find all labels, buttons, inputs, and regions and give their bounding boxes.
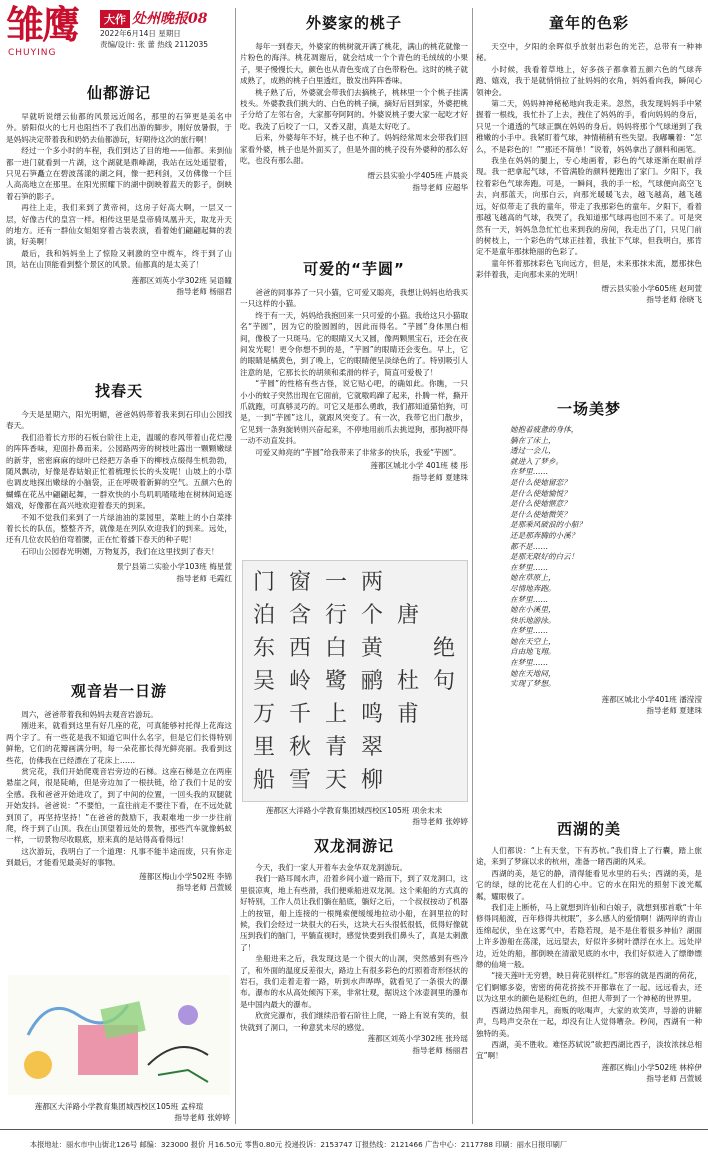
calligraphy-character: 上 bbox=[325, 702, 348, 727]
calligraphy-grid bbox=[242, 560, 468, 802]
poem-line: 是什么使她惬意？ bbox=[510, 499, 571, 509]
logo: 雏鹰 bbox=[6, 2, 79, 47]
article-guanyinyan bbox=[6, 680, 232, 894]
author-line: 莲都区梅山小学502班 李锦 bbox=[139, 871, 232, 881]
author-line: 莲都区城北小学 401班 楼 彤 bbox=[370, 461, 468, 471]
article-paragraph: 每年一到春天，外婆家的桃树就开满了桃花，满山的桃花就像一片粉色的海洋。桃花凋谢后，就会结成一个个青色的毛绒绒的小果子，果子慢慢长大，颜色也从青色变成了白色带粉色。这时的桃子就成熟了，成熟的桃子白里透红，散发出阵阵香味。 bbox=[240, 42, 468, 86]
article-paragraph: 童年怀着那抹彩色飞向远方，但是，未来那抹未流，愿那抹色彩伴着我，走向那未来的光明！ bbox=[476, 258, 702, 280]
article-paragraph: 石印山公园春光明媚，万物复苏，我们在这里找到了春天！ bbox=[21, 546, 219, 556]
article-title: 仙都游记 bbox=[86, 84, 151, 102]
calligraphy-character: 西 bbox=[289, 636, 312, 661]
calligraphy-author: 莲都区大洋路小学教育集团城西校区105班 项余未未 bbox=[265, 806, 443, 815]
calligraphy-character: 黄 bbox=[361, 636, 384, 661]
article-paragraph: 爸爸的同事养了一只小猫，它可爱又聪亮，我想让妈妈也给我买一只这样的小猫。 bbox=[240, 288, 468, 309]
section-tag: 大作 bbox=[100, 10, 130, 28]
poem-line: 透过一会儿， bbox=[510, 446, 556, 456]
poem-line: 是那无限好的白云！ bbox=[510, 552, 579, 562]
calligraphy-character: 两 bbox=[361, 570, 384, 595]
article-paragraph: 坐船进来之后，我发现这是一个很大的山洞，突然感到有些冷了，和外面的温度反差很大，路边上有很多彩色的灯照着奇形怪状的岩石，我们走着走着一路，听到水声哗哗，就看见了一条很大的瀑布。瀑布的水从高处倾泻下来，非常壮观，据说这个冰壶洞里的瀑布是中国内最大的瀑布。 bbox=[240, 954, 468, 1009]
article-paragraph: 赏完花，我们开始爬观音岩旁边的石梯。这座石梯是立在两座悬崖之间，很是陡峭，但是旁边加了一根扶链，给了我们十足的安全感。我和爸爸开始进攻了，到了中间的位置，一回头我的双腿就开始发抖。爸爸说：“不要怕，一直往前走不要往下看，在不远处就到顶了，再坚持坚持！”在爸爸的鼓励下，我艰难地一步一步往前爬，终于到了山顶。我在山顶望着远处的景物，那些汽车就像蚂蚁一样，一切景物尽收眼底，原来真的是站得高看得远！ bbox=[6, 767, 232, 845]
article-paragraph: 再往上走，我们来到了黄帝祠，这房子好高大啊，一层又一层，好像古代的皇宫一样。相传这里是皇帝骑凤凰升天，取龙升天的地方。还有一群仙女姐姐穿着古装表演，看着她们翩翩起舞的表演，好美啊！ bbox=[6, 203, 232, 247]
author-line: 莲都区城北小学401班 潘滢滢 bbox=[601, 694, 702, 704]
teacher-line: 指导老师 夏建珠 bbox=[646, 706, 702, 716]
teacher-line: 指导老师 应超华 bbox=[412, 182, 468, 192]
poem-line: 在梦里…… bbox=[510, 562, 548, 572]
calligraphy-character: 绝 bbox=[433, 636, 456, 661]
author-line: 景宁县第二实验小学103班 梅星萱 bbox=[116, 562, 232, 572]
teacher-line: 指导老师 杨丽君 bbox=[412, 1045, 468, 1055]
poem-line: 尽情地奔跑。 bbox=[510, 583, 556, 593]
author-line: 缙云县实验小学605班 赵珂萱 bbox=[601, 283, 702, 293]
poem-line: 是什么使她愉悦？ bbox=[510, 488, 571, 498]
calligraphy-character: 船 bbox=[253, 768, 276, 793]
masthead bbox=[6, 4, 232, 66]
calligraphy-character: 里 bbox=[253, 735, 276, 760]
article-paragraph: “芋圆”的性格有些古怪，说它贴心吧，的确如此。你瞧，一只小小的蚊子突然出现在它面前，它就嗷呜蹿了起来，扑腾一样，撕开爪就跑，可真够灵巧的。可它又是那么勇敢，我们都知道猫怕狗，可是，一到“芋圆”这儿，就跟风突变了。有一次，我带它出门散步，它见到一条狗旋转则兴奋起来，不停地用前爪去挑逗狗，那狗被吓得一动不动直发抖。 bbox=[240, 379, 468, 446]
article-paragraph: 我们一路耳闻水声，沿着乡间小道一路而下，到了双龙洞口，这里很凉爽，地上有些滑，我们便乘船进双龙洞。这个乘船的方式真的好特别，工作人员让我们躺在船底，躺好之后，一个叔叔按动了机器上的按钮，船上连接的一根绳索便缓缓地拉动小船，在洞里拉的时候，我们会经过一块很大的石头，这块大石头很低很低，低得好像就压到我们的脑门，平躺直视时，感觉快要到我们鼻头了，真是太刺激了！ bbox=[240, 874, 468, 952]
article-title: 外婆家的桃子 bbox=[305, 14, 402, 32]
poem-line: 在梦里…… bbox=[510, 658, 548, 668]
calligraphy-character: 甫 bbox=[397, 702, 420, 727]
article-paragraph: 人们都说：“上有天堂，下有苏杭。”我们背上了行囊，踏上旅途，来到了梦寐以求的杭州，准备一睹西湖的风采。 bbox=[476, 846, 702, 867]
article-paragraph: 欣赏完瀑布，我们继续沿着石阶往上爬，一路上有说有笑的，很快就到了洞口，一种意犹未尽的感觉。 bbox=[240, 1011, 468, 1032]
article-title: 西湖的美 bbox=[556, 820, 621, 838]
article-paragraph: 这次游玩，我明白了一个道理：凡事不能半途而废，只有你走到最后，才能看见最美好的事物。 bbox=[6, 846, 232, 868]
calligraphy-character: 鸣 bbox=[361, 702, 384, 727]
drawing-author: 莲都区大洋路小学教育集团城西校区105班 孟梓瑄 bbox=[34, 1102, 204, 1111]
column-divider bbox=[235, 8, 236, 1124]
poem-line: 在梦里…… bbox=[510, 626, 548, 636]
calligraphy-character: 窗 bbox=[289, 570, 312, 595]
article-paragraph: 西湖的美，是它的静，清得能看见水里的石头；西湖的美，是它的绿，绿的比花在人们的心中。它的水在阳光的照射下波光粼粼，耀眼极了。 bbox=[476, 868, 702, 901]
article-title: 可爱的“芋圆” bbox=[303, 260, 405, 278]
article-paragraph: “接天莲叶无穷碧，映日荷花别样红。”形容的就是西湖的荷花，它们婀娜多姿，密密的荷花挤挨不开都靠在了一起。远远看去，还以为这里水的颜色是粉红色的，但把人带到了一个神秘的世界里。 bbox=[476, 971, 702, 1004]
poem-line: 快乐地游泳。 bbox=[510, 615, 556, 625]
calligraphy-character: 个 bbox=[361, 603, 384, 628]
calligraphy-character: 泊 bbox=[253, 603, 276, 628]
article-paragraph: 小时候，我看着草地上，好多孩子都拿着五颜六色的气球奔跑、嬉戏，我于是就悄悄拉了扯妈妈的衣角，妈妈看向我，瞬间心领神会。 bbox=[476, 64, 702, 97]
author-line: 莲都区刘英小学302班 吴语瞳 bbox=[131, 275, 232, 285]
calligraphy-character: 含 bbox=[289, 603, 312, 628]
calligraphy-character: 句 bbox=[433, 669, 456, 694]
calligraphy-character: 杜 bbox=[397, 669, 420, 694]
calligraphy-character: 白 bbox=[325, 636, 348, 661]
article-paragraph: 可爱又帅亮的“芋圆”给我带来了非常多的快乐，我爱“芋圆”。 bbox=[255, 447, 461, 457]
article-paragraph: 经过一个多小时的车程，我们到达了目的地——仙都。来到仙都一进门就看到一片湖，这个湖就是鼎峰湖，我站在远处遥望着，只见石笋矗立在碧波荡漾的湖之间，像一把利剑，又仿佛像一个巨人高高地立在那里。在阳光照耀下的湖中倒映着蓝天的影子，倒映着石笋的影子。 bbox=[6, 146, 232, 201]
article-paragraph: 后来，外婆每年不好，桃子也不种了。妈妈经常周末会带我们回家看外婆，桃子也是外面买了，但是外面的桃子没有外婆种的那么好吃，也没有那么甜。 bbox=[240, 133, 468, 166]
article-peaches bbox=[240, 12, 468, 193]
calligraphy-character: 万 bbox=[253, 702, 276, 727]
calligraphy-character: 鹭 bbox=[325, 669, 348, 694]
teacher-line: 指导老师 吕萱媛 bbox=[176, 883, 232, 893]
author-line: 缙云县实验小学405班 卢晨炎 bbox=[367, 171, 468, 181]
poem-body bbox=[476, 425, 702, 690]
teacher-line: 指导老师 夏建珠 bbox=[412, 472, 468, 482]
article-paragraph: 早就听说缙云仙都的风景远近闻名，那里的石笋更是美名中外。骄阳似火的七月也阻挡不了我们出游的脚步，刚好放暑假，于是妈妈决定带着我和奶奶去仙都游玩，好期待这次的旅行啊！ bbox=[6, 112, 232, 144]
article-paragraph: 最后，我和妈妈坐上了惊险又刺激的空中缆车，终于到了山顶，站在山顶能看到整个景区的风景。仙都真的是太美了！ bbox=[6, 248, 232, 270]
child-drawing bbox=[8, 975, 230, 1123]
article-paragraph: 西湖边热闹非凡，商贩的吆喝声，大家的欢笑声，导游的讲解声，鸟鸣声交杂在一起，却没有让人觉得嘈杂。秒间，西湖有一种独特的美。 bbox=[476, 1005, 702, 1038]
poem-line: 是那乘风破浪的小船？ bbox=[510, 520, 586, 530]
article-west-lake bbox=[476, 818, 702, 1085]
article-title: 观音岩一日游 bbox=[70, 682, 167, 700]
editor-line: 责编/设计: 张 蕾 热线 2112035 bbox=[100, 40, 208, 49]
poem-line: 实现了梦想。 bbox=[510, 679, 556, 689]
calligraphy-character: 青 bbox=[325, 735, 348, 760]
article-title: 双龙洞游记 bbox=[313, 837, 394, 855]
calligraphy-character: 千 bbox=[289, 702, 312, 727]
calligraphy-character: 行 bbox=[325, 603, 348, 628]
calligraphy-character: 鹂 bbox=[361, 669, 384, 694]
article-paragraph: 桃子熟了后，外婆就会带我们去摘桃子，桃林里一个个桃子挂满枝头。外婆教我们挑大的、白色的桃子摘，摘好后回到家，外婆把桃子分给了左邻右舍，大家都夸阿阿的。外婆说桃子要大家一起吃才好吃。我洗了后咬了一口，又香又甜，真是太好吃了。 bbox=[240, 87, 468, 131]
article-cat bbox=[240, 258, 468, 483]
article-paragraph: 我们沿着长方形的石板台阶往上走，温暖的春风带着山花烂漫的阵阵香味，迎面扑鼻而来。公园路两旁的树枝吐露出一颗颗嫩绿的新芽，密密麻麻的绿叶已经把万条垂下的柳枝点缀得生机勃勃，随风飘动，好像是春姑娘正忙着梳理长长的头发呢！山坡上的小草也调皮地探出嫩绿的小脑袋，正在呼吸着新鲜的空气。五颜六色的蝴蝶在花丛中翩翩起舞，一群欢快的小鸟叽叽喳喳地在树林间追逐嬉戏，好像都在高兴地欢迎着春天的到来。 bbox=[6, 432, 232, 511]
teacher-line: 指导老师 杨丽君 bbox=[176, 287, 232, 297]
calligraphy-caption bbox=[240, 805, 468, 828]
poem-line: 她抱着疲惫的身体， bbox=[510, 425, 579, 434]
article-title: 一场美梦 bbox=[556, 400, 621, 418]
issue-date: 2022年6月14日 星期日 bbox=[100, 29, 181, 38]
article-childhood-colors bbox=[476, 12, 702, 305]
drawing-illustration bbox=[8, 975, 230, 1095]
calligraphy-character: 吴 bbox=[253, 669, 276, 694]
poem-line: 就进入了梦乡。 bbox=[510, 456, 564, 466]
poem-line: 她在天空上， bbox=[510, 636, 556, 646]
calligraphy-character: 天 bbox=[325, 768, 348, 793]
calligraphy-character: 门 bbox=[253, 570, 276, 595]
author-line: 莲都区梅山小学502班 林梓伊 bbox=[601, 1062, 702, 1072]
poem-line: 自由地飞翔。 bbox=[510, 647, 556, 657]
calligraphy-character: 秋 bbox=[289, 735, 312, 760]
footer: 本报地址：丽水市中山街北126号 邮编：323000 报价 月16.50元 零售0.80元 投递投诉：2153747 订报热线：2121466 广告中心：2117788 印刷：丽水日报印刷厂 bbox=[0, 1129, 708, 1162]
poem-line: 在梦里…… bbox=[510, 467, 548, 477]
logo-subtitle: CHUYING bbox=[8, 48, 57, 58]
article-paragraph: 终于有一天，妈妈给我抱回来一只可爱的小猫。我给这只小猫取名“芋圆”，因为它的脸圆圆的，因此而得名。“芋圆”身体黑白相间，像极了一只斑马。它的眼睛又大又圆，像两颗黑宝石，还会在夜间发光呢！更令你想不到的是，“芋圆”的眼睛还会变色。早上，它的眼睛是橘黄色，到了晚上，它的眼睛便呈淡绿色的了。特别吸引人注意的是，它那长长的胡须和柔滑的样子，简直可爱极了！ bbox=[240, 310, 468, 377]
article-title: 童年的色彩 bbox=[548, 14, 629, 32]
calligraphy-character: 岭 bbox=[289, 669, 312, 694]
article-paragraph: 周六，爸爸带着我和妈妈去观音岩游玩。 bbox=[21, 710, 158, 719]
article-paragraph: 不知不觉我们来到了一片绿油油的菜园里，菜畦上的小白菜排着长长的队伍，整整齐齐，就像是在列队欢迎我们的到来。远处，还有几位农民伯伯弯着腰，正在忙着播下春天的种子呢！ bbox=[6, 512, 232, 545]
article-title: 找春天 bbox=[94, 382, 143, 400]
calligraphy-character: 唐 bbox=[397, 603, 420, 628]
paper-title: 处州晚报08 bbox=[132, 11, 208, 27]
article-paragraph: 今天，我们一家人开着车去金华双龙洞游玩。 bbox=[255, 863, 408, 872]
article-paragraph: 我们走上断桥，马上就想到许仙和白娘子，就想到那首歌“十年修得同船渡，百年修得共枕眠”，多么感人的爱情啊！湖两岸的青山连绵起伏，坐在这雾气中，若隐若现，是不是住着很多神仙？湖面上许多游船在荡漾，远远望去，好似许多树叶漂浮在水上。远处岸边，近处的船，都倒映在清澈见底的水中，我们好似进入了缥缈缥缈的仙境一般。 bbox=[476, 903, 702, 970]
poem-line: 还是那奔腾的小溪？ bbox=[510, 530, 579, 540]
poem-line: 都不是…… bbox=[510, 541, 548, 551]
calligraphy-character: 柳 bbox=[361, 768, 384, 793]
article-paragraph: 第二天，妈妈神神秘秘地向我走来。忽然，我发现妈妈手中紧握着一根线，我忙扑了上去，拽住了妈妈的手，看向妈妈的身后，只见一个通透的气球正飘在妈妈的身后。妈妈将那个气球递到了我稚嫩的小手中。我紧盯着气球，神情稍稍有些失望。我嘟囔着：“怎么，不是彩色的！”“那还不简单！”说着，妈妈拿出了颜料和画笔。 bbox=[476, 99, 702, 154]
poem-sweet-dream bbox=[476, 398, 702, 717]
article-xiandu bbox=[6, 82, 232, 298]
poem-line: 她在草原上， bbox=[510, 573, 556, 583]
calligraphy-teacher: 指导老师 张婷婷 bbox=[412, 817, 468, 827]
column-divider bbox=[472, 8, 473, 1124]
issue-info bbox=[100, 28, 208, 50]
teacher-line: 指导老师 毛霞红 bbox=[176, 573, 232, 583]
teacher-line: 指导老师 吕萱媛 bbox=[646, 1074, 702, 1084]
article-shuanglong-cave bbox=[240, 835, 468, 1056]
poem-line: 是什么使她微笑？ bbox=[510, 509, 571, 519]
article-paragraph: 刚进来，就看到这里有好几座的花，可真能够衬托得上花海这两个字了。有一些花是我不知道它叫什么名字，但是它们长得特别鲜艳，它们的花瓣画满分明，每一朵花都长得光鲜亮丽。我看到这些花，仿佛我在已经漂在了花床上…… bbox=[6, 721, 232, 765]
drawing-teacher: 指导老师 张婷婷 bbox=[174, 1113, 230, 1123]
teacher-line: 指导老师 徐晓飞 bbox=[646, 294, 702, 304]
calligraphy-character: 一 bbox=[325, 570, 348, 595]
poem-line: 她在小溪里， bbox=[510, 605, 556, 615]
author-line: 莲都区刘英小学302班 张玲瑶 bbox=[367, 1034, 468, 1044]
article-paragraph: 我坐在妈妈的腿上，专心地画着，彩色的气球逐渐在眼前浮现。我一把拿起气球，不管满脸的颜料便跑出了家门。夕阳下，我拉着彩色气球奔跑。可是，一瞬间，我的手一松，气球便向高空飞去，向那蓝天，向那白云，向那光暖暖飞去，越飞越高，越飞越远，好似带走了我的童年，带走了我那彩色的童年。夕阳下，看着那越飞越高的气球，我哭了，我知道那气球再也回不来了。可是突然有一天，妈妈急急忙忙也来到我的房间，我走出了门，只见门前的树枝上，一个彩色的气球正挂着，我扯下气球，但我明白，那肯定不是童年那抹艳丽的色彩了。 bbox=[476, 156, 702, 257]
poem-line: 在梦里…… bbox=[510, 594, 548, 604]
article-paragraph: 天空中，夕阳的余晖似乎放射出彩色的光芒，总带有一种神秘。 bbox=[476, 42, 702, 63]
article-paragraph: 西湖，美不胜收。难怪苏轼说“欲把西湖比西子，淡妆浓抹总相宜”啊！ bbox=[476, 1039, 702, 1061]
poem-line: 她在天地间， bbox=[510, 668, 556, 678]
poem-line: 躺在了床上， bbox=[510, 435, 556, 445]
calligraphy-character: 东 bbox=[253, 636, 276, 661]
article-find-spring bbox=[6, 380, 232, 584]
calligraphy-character: 翠 bbox=[361, 735, 384, 760]
article-paragraph: 今天是星期六，阳光明媚，爸爸妈妈带着我来到石印山公园找春天。 bbox=[6, 410, 232, 431]
poem-line: 是什么使她留恋？ bbox=[510, 477, 571, 487]
calligraphy-character: 雪 bbox=[289, 768, 312, 793]
